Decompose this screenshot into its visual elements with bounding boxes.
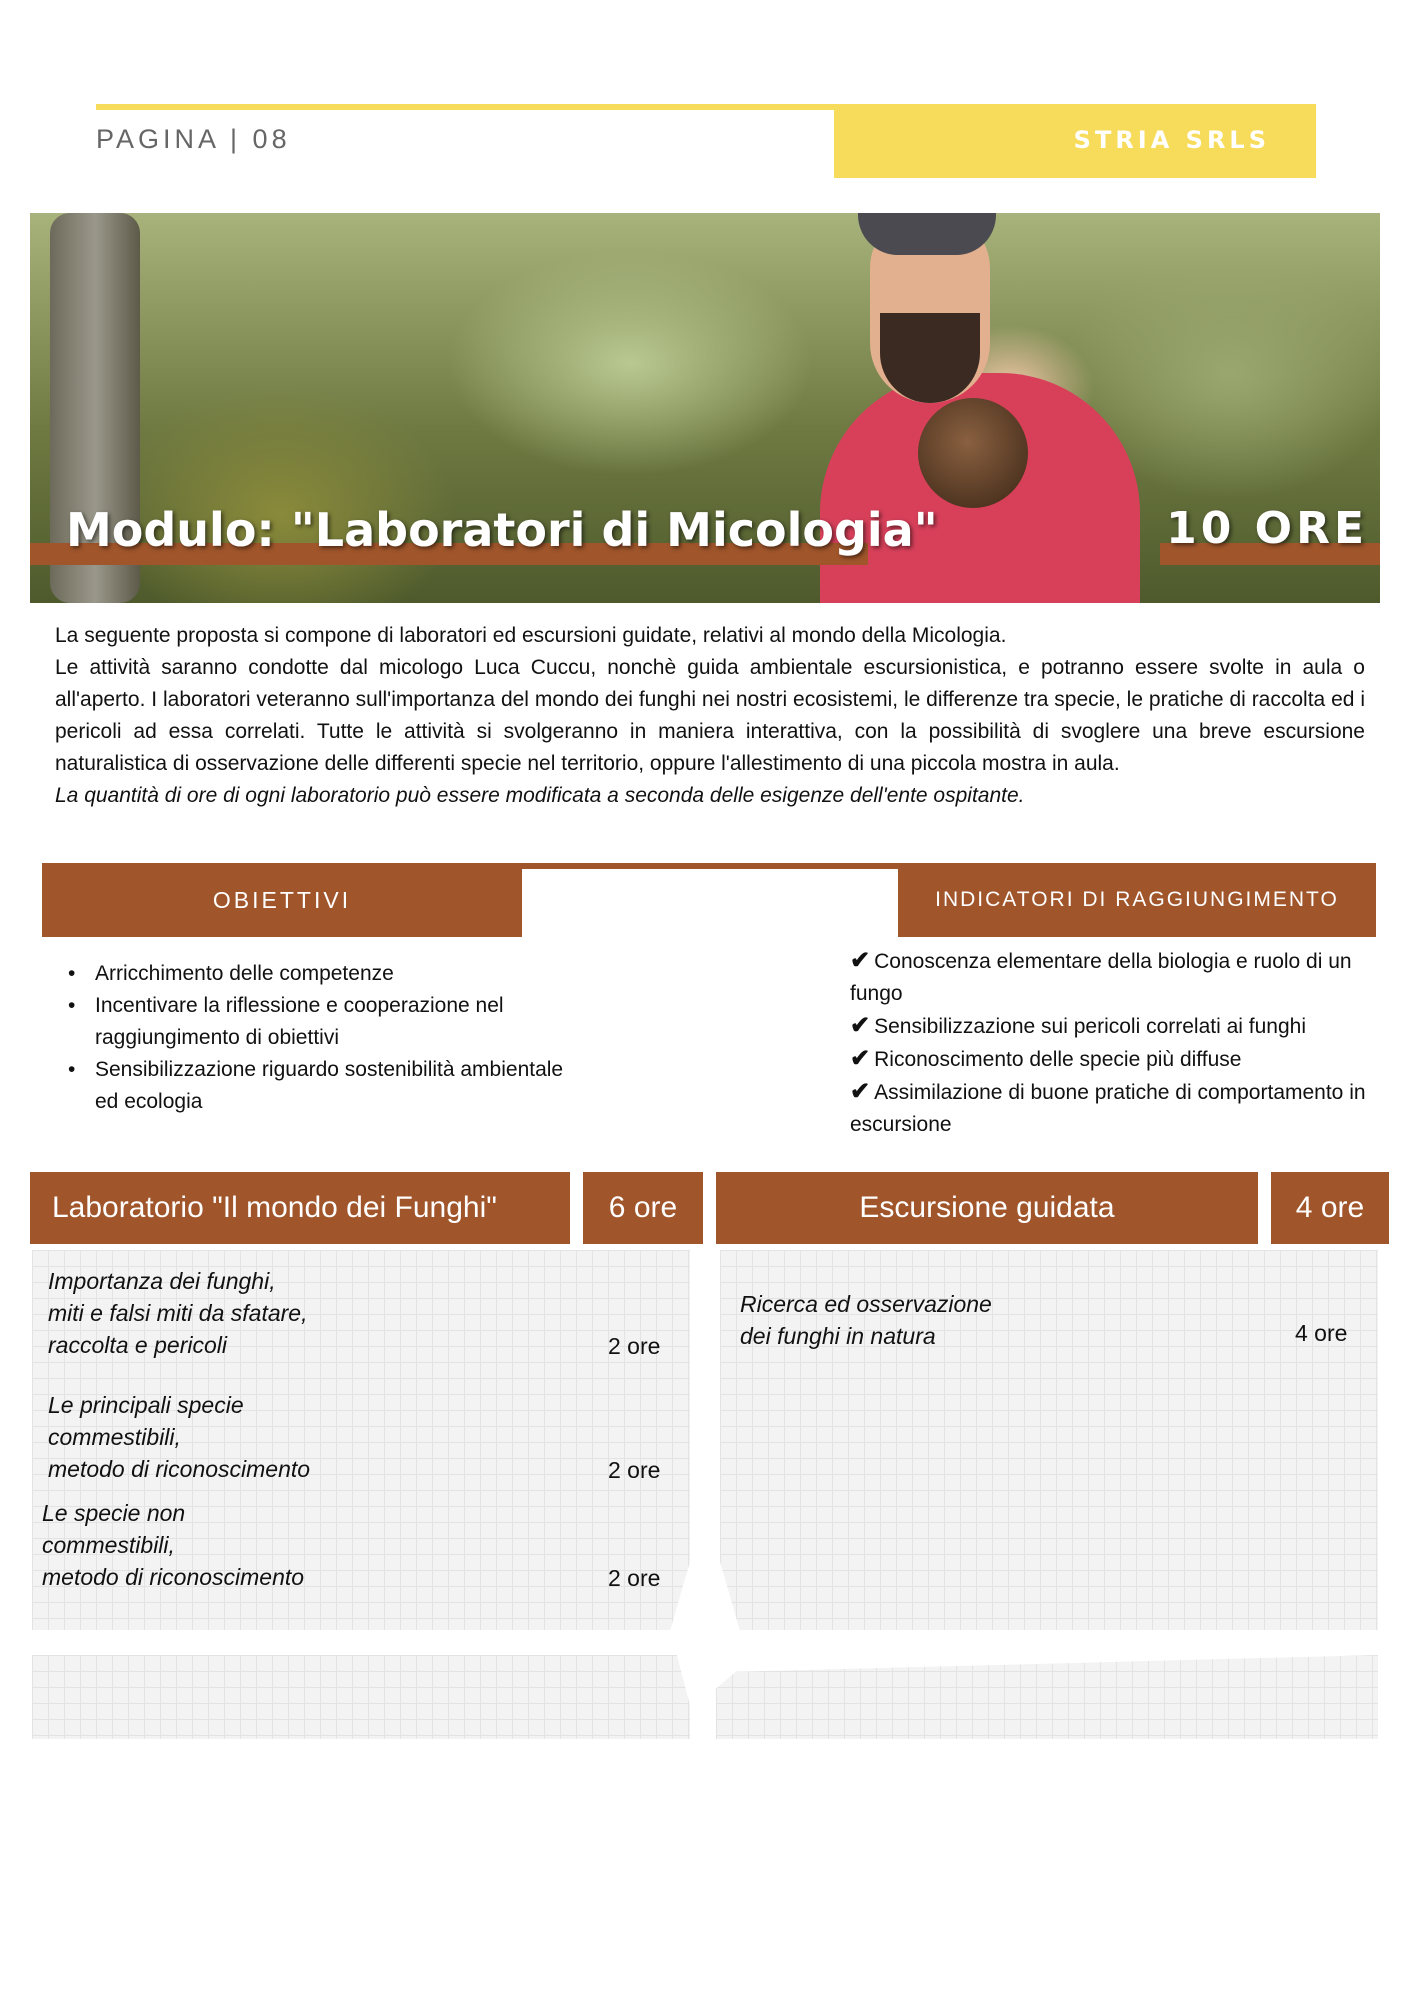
list-item: ✔ Assimilazione di buone pratiche di comportamento in escursione — [850, 1078, 1366, 1136]
lab-item: Le specie non commestibili, metodo di riconoscimento — [42, 1500, 305, 1590]
check-icon: ✔ — [850, 1078, 871, 1105]
excursion-title: Escursione guidata — [716, 1172, 1258, 1244]
excursion-hours: 4 ore — [1271, 1172, 1389, 1244]
brand-banner — [834, 104, 1316, 178]
intro-paragraph: La seguente proposta si compone di laboratori ed escursioni guidate, relativi al mondo della Micologia. — [55, 624, 1007, 647]
brand-name: STRIA SRLS — [1073, 126, 1270, 154]
intro-note: La quantità di ore di ogni laboratorio può essere modificata a seconda delle esigenze dell'ente ospitante. — [55, 784, 1025, 807]
guide-cap — [858, 213, 996, 255]
hero-photo — [30, 213, 1380, 603]
module-title: Modulo: "Laboratori di Micologia" — [66, 503, 938, 557]
objectives-list — [95, 958, 575, 1118]
lab-title: Laboratorio "Il mondo dei Funghi" — [30, 1172, 570, 1244]
intro-paragraph-2: Le attività saranno condotte dal micologo Luca Cuccu, nonchè guida ambientale escursionistica, e potranno essere svolte in aula o all'aperto. I laboratori veteranno sull'importanza del mondo dei funghi nei nostri ecosistemi, le differenze tra specie, le pratiche di raccolta ed i pericoli ad essa correlati. Tutte le attività si svolgeranno in maniera interattiva, con la possibilità di svoglere una breve escursione naturalistica di osservazione delle differenti specie nel territorio, oppure l'allestimento di una piccola mostra in aula. — [55, 656, 1365, 775]
lab-hours: 6 ore — [583, 1172, 703, 1244]
list-item: • Arricchimento delle competenze — [95, 958, 575, 990]
indicators-list — [850, 945, 1380, 1141]
lab-item-hours: 2 ore — [608, 1333, 661, 1359]
list-item: • Incentivare la riflessione e cooperazione nel raggiungimento di obiettivi — [95, 990, 575, 1054]
section-connector — [522, 863, 898, 869]
list-item: ✔ Sensibilizzazione sui pericoli correlati ai funghi — [850, 1012, 1306, 1039]
lab-notes-strip — [32, 1655, 690, 1739]
lab-item: Le principali specie commestibili, metodo di riconoscimento — [48, 1392, 311, 1482]
intro-text — [55, 620, 1365, 812]
list-item: ✔ Conoscenza elementare della biologia e ruolo di un fungo — [850, 947, 1352, 1005]
page-number: PAGINA | 08 — [96, 124, 291, 154]
excursion-notes-strip — [716, 1655, 1378, 1739]
module-total-hours: 10 ORE — [1166, 503, 1368, 554]
excursion-item-hours: 4 ore — [1295, 1320, 1348, 1346]
check-icon: ✔ — [850, 947, 871, 974]
mushroom-in-hand — [918, 398, 1028, 508]
list-item: • Sensibilizzazione riguardo sostenibilità ambientale ed ecologia — [95, 1054, 575, 1118]
lab-item-hours: 2 ore — [608, 1457, 661, 1483]
excursion-item: Ricerca ed osservazione dei funghi in natura — [740, 1291, 992, 1349]
lab-item: Importanza dei funghi, miti e falsi miti da sfatare, raccolta e pericoli — [48, 1268, 308, 1358]
list-item: ✔ Riconoscimento delle specie più diffuse — [850, 1045, 1242, 1072]
check-icon: ✔ — [850, 1012, 871, 1039]
indicators-header: INDICATORI DI RAGGIUNGIMENTO — [898, 863, 1376, 937]
check-icon: ✔ — [850, 1045, 871, 1072]
lab-item-hours: 2 ore — [608, 1565, 661, 1591]
objectives-header: OBIETTIVI — [42, 863, 522, 937]
